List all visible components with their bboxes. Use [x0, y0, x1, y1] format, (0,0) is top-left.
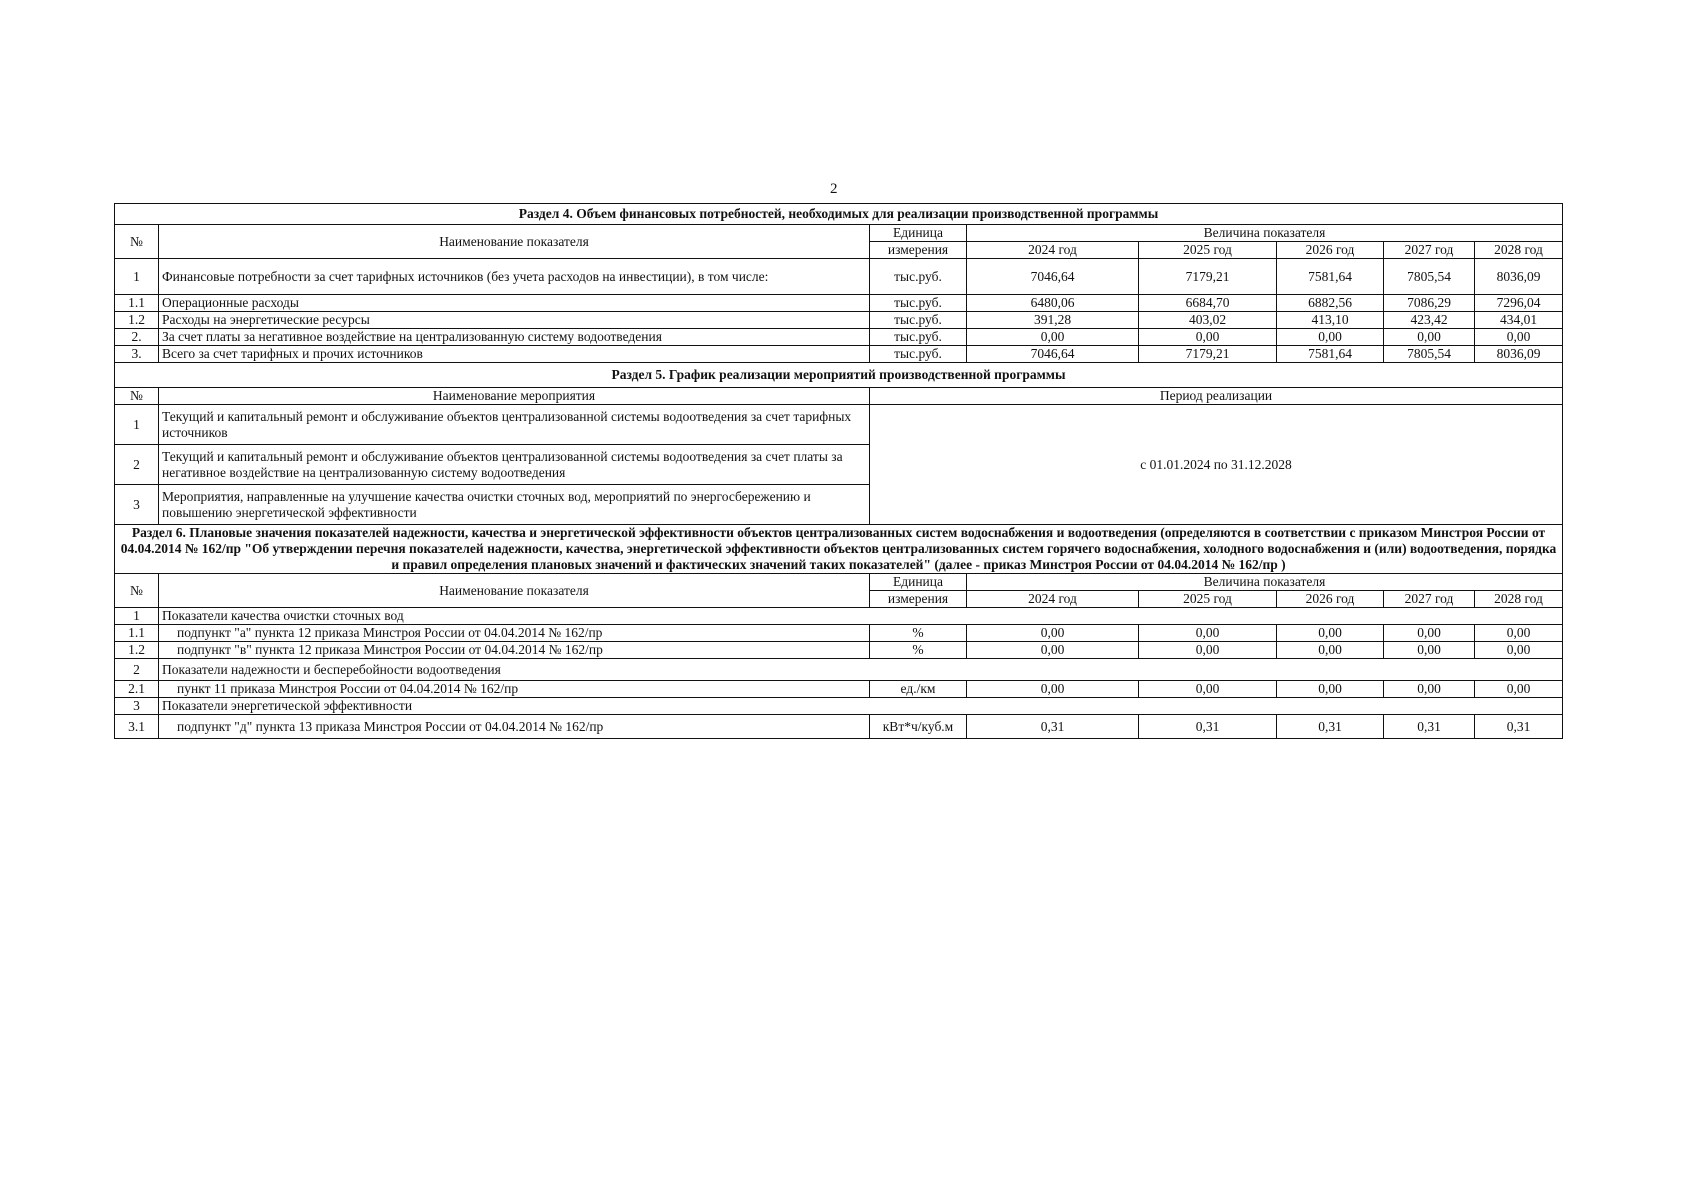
row-value: 0,00 — [1277, 681, 1384, 698]
event-name-header: Наименование мероприятия — [159, 388, 870, 405]
unit-header-top: Единица — [870, 225, 967, 242]
group-num: 1 — [115, 608, 159, 625]
row-value: 0,00 — [1384, 329, 1475, 346]
row-value: 403,02 — [1139, 312, 1277, 329]
table-row — [115, 259, 1563, 295]
row-value: 7296,04 — [1475, 295, 1563, 312]
year-header: 2026 год — [1277, 242, 1384, 259]
page-number: 2 — [830, 181, 838, 197]
row-unit: % — [870, 642, 967, 659]
group-row — [115, 698, 1563, 715]
row-value: 0,31 — [1139, 715, 1277, 739]
row-value: 434,01 — [1475, 312, 1563, 329]
row-name: Всего за счет тарифных и прочих источников — [159, 346, 870, 363]
row-value: 0,00 — [1475, 642, 1563, 659]
name-header: Наименование показателя — [159, 225, 870, 259]
year-header: 2027 год — [1384, 242, 1475, 259]
num-header: № — [115, 388, 159, 405]
unit-header-bottom: измерения — [870, 591, 967, 608]
unit-header-top: Единица — [870, 574, 967, 591]
row-value: 0,00 — [1475, 329, 1563, 346]
row-name: Расходы на энергетические ресурсы — [159, 312, 870, 329]
row-value: 0,00 — [967, 625, 1139, 642]
row-value: 7086,29 — [1384, 295, 1475, 312]
row-name: За счет платы за негативное воздействие на централизованную систему водоотведения — [159, 329, 870, 346]
row-num: 2. — [115, 329, 159, 346]
table-row — [115, 312, 1563, 329]
row-num: 2 — [115, 445, 159, 485]
table-row — [115, 329, 1563, 346]
row-name: подпункт "д" пункта 13 приказа Минстроя России от 04.04.2014 № 162/пр — [159, 715, 870, 739]
group-row — [115, 608, 1563, 625]
row-unit: тыс.руб. — [870, 259, 967, 295]
row-unit: ед./км — [870, 681, 967, 698]
value-header: Величина показателя — [967, 225, 1563, 242]
row-value: 6480,06 — [967, 295, 1139, 312]
row-num: 3. — [115, 346, 159, 363]
table-row — [115, 625, 1563, 642]
row-value: 7179,21 — [1139, 259, 1277, 295]
row-unit: тыс.руб. — [870, 295, 967, 312]
row-name: Финансовые потребности за счет тарифных источников (без учета расходов на инвестиции), в том числе: — [159, 259, 870, 295]
row-value: 0,31 — [1277, 715, 1384, 739]
row-value: 6684,70 — [1139, 295, 1277, 312]
row-value: 0,00 — [1384, 642, 1475, 659]
year-header: 2024 год — [967, 242, 1139, 259]
table-row — [115, 346, 1563, 363]
year-header: 2026 год — [1277, 591, 1384, 608]
row-name: Текущий и капитальный ремонт и обслуживание объектов централизованной системы водоотведения за счет платы за негативное воздействие на централизованную систему водоотведения — [159, 445, 870, 485]
group-num: 2 — [115, 659, 159, 681]
row-num: 3 — [115, 485, 159, 525]
row-num: 1.1 — [115, 625, 159, 642]
group-row — [115, 659, 1563, 681]
group-name: Показатели энергетической эффективности — [159, 698, 1563, 715]
table-row — [115, 681, 1563, 698]
row-name: Текущий и капитальный ремонт и обслуживание объектов централизованной системы водоотведения за счет тарифных источников — [159, 405, 870, 445]
table-row — [115, 405, 1563, 445]
row-name: подпункт "а" пункта 12 приказа Минстроя России от 04.04.2014 № 162/пр — [159, 625, 870, 642]
row-num: 2.1 — [115, 681, 159, 698]
row-num: 1 — [115, 405, 159, 445]
name-header: Наименование показателя — [159, 574, 870, 608]
row-value: 8036,09 — [1475, 346, 1563, 363]
row-value: 0,31 — [967, 715, 1139, 739]
row-value: 0,00 — [967, 329, 1139, 346]
year-header: 2024 год — [967, 591, 1139, 608]
row-value: 7179,21 — [1139, 346, 1277, 363]
row-value: 0,00 — [1475, 681, 1563, 698]
group-name: Показатели качества очистки сточных вод — [159, 608, 1563, 625]
row-unit: тыс.руб. — [870, 312, 967, 329]
row-value: 423,42 — [1384, 312, 1475, 329]
row-name: подпункт "в" пункта 12 приказа Минстроя России от 04.04.2014 № 162/пр — [159, 642, 870, 659]
section5-title: Раздел 5. График реализации мероприятий производственной программы — [115, 363, 1563, 388]
row-value: 7581,64 — [1277, 259, 1384, 295]
table-row — [115, 295, 1563, 312]
row-name: пункт 11 приказа Минстроя России от 04.04.2014 № 162/пр — [159, 681, 870, 698]
row-num: 1.2 — [115, 312, 159, 329]
row-value: 391,28 — [967, 312, 1139, 329]
row-value: 7046,64 — [967, 346, 1139, 363]
row-value: 6882,56 — [1277, 295, 1384, 312]
row-value: 0,00 — [1277, 642, 1384, 659]
section4-title: Раздел 4. Объем финансовых потребностей, необходимых для реализации производственной программы — [115, 204, 1563, 225]
section6-title: Раздел 6. Плановые значения показателей надежности, качества и энергетической эффективности объектов централизованных систем водоснабжения и водоотведения (определяются в соответствии с приказом Минстроя России от 04.04.2014 № 162/пр "Об утверждении перечня показателей надежности, качества, энергетической эффективности объектов централизованных систем горячего водоснабжения, холодного водоснабжения и (или) водоотведения, порядка и правил определения плановых значений и фактических значений таких показателей" (далее - приказ Минстроя России от 04.04.2014 № 162/пр ) — [115, 525, 1563, 574]
row-value: 0,00 — [1139, 329, 1277, 346]
row-value: 7805,54 — [1384, 259, 1475, 295]
row-value: 7805,54 — [1384, 346, 1475, 363]
program-table — [114, 203, 1563, 739]
row-unit: тыс.руб. — [870, 329, 967, 346]
year-header: 2025 год — [1139, 591, 1277, 608]
row-value: 8036,09 — [1475, 259, 1563, 295]
year-header: 2028 год — [1475, 591, 1563, 608]
table-row — [115, 642, 1563, 659]
table-row — [115, 715, 1563, 739]
row-value: 0,00 — [1277, 625, 1384, 642]
row-num: 1 — [115, 259, 159, 295]
group-name: Показатели надежности и бесперебойности водоотведения — [159, 659, 1563, 681]
num-header: № — [115, 574, 159, 608]
row-num: 1.1 — [115, 295, 159, 312]
row-unit: тыс.руб. — [870, 346, 967, 363]
row-value: 0,00 — [1384, 625, 1475, 642]
num-header: № — [115, 225, 159, 259]
row-value: 7581,64 — [1277, 346, 1384, 363]
row-value: 7046,64 — [967, 259, 1139, 295]
row-num: 3.1 — [115, 715, 159, 739]
unit-header-bottom: измерения — [870, 242, 967, 259]
year-header: 2025 год — [1139, 242, 1277, 259]
row-value: 0,31 — [1475, 715, 1563, 739]
year-header: 2028 год — [1475, 242, 1563, 259]
row-value: 0,00 — [967, 642, 1139, 659]
row-value: 0,31 — [1384, 715, 1475, 739]
row-value: 0,00 — [967, 681, 1139, 698]
row-name: Операционные расходы — [159, 295, 870, 312]
row-value: 0,00 — [1277, 329, 1384, 346]
row-value: 0,00 — [1139, 642, 1277, 659]
row-unit: кВт*ч/куб.м — [870, 715, 967, 739]
year-header: 2027 год — [1384, 591, 1475, 608]
row-value: 0,00 — [1384, 681, 1475, 698]
row-num: 1.2 — [115, 642, 159, 659]
row-unit: % — [870, 625, 967, 642]
period-header: Период реализации — [870, 388, 1563, 405]
group-num: 3 — [115, 698, 159, 715]
row-value: 0,00 — [1139, 681, 1277, 698]
implementation-period: с 01.01.2024 по 31.12.2028 — [870, 405, 1563, 525]
value-header: Величина показателя — [967, 574, 1563, 591]
row-name: Мероприятия, направленные на улучшение качества очистки сточных вод, мероприятий по энергосбережению и повышению энергетической эффективности — [159, 485, 870, 525]
row-value: 0,00 — [1475, 625, 1563, 642]
row-value: 413,10 — [1277, 312, 1384, 329]
row-value: 0,00 — [1139, 625, 1277, 642]
